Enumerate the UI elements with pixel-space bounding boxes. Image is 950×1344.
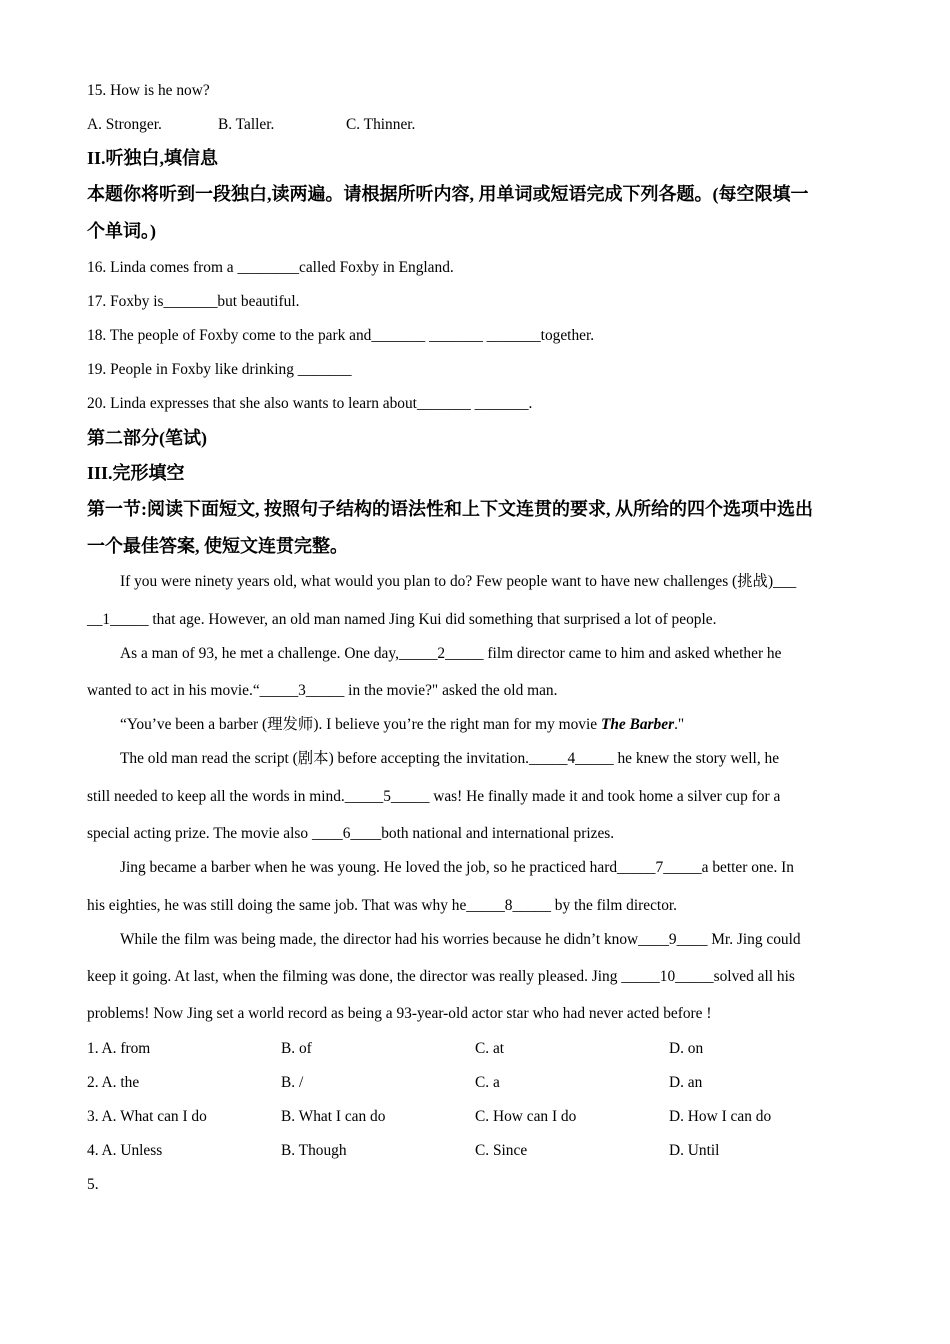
passage-p1-line-2: __1_____ that age. However, an old man named Jing Kui did something that surprised a lot of people.	[87, 611, 717, 628]
fill-question-19: 19. People in Foxby like drinking _______	[87, 361, 352, 378]
movie-title: The Barber	[600, 716, 675, 733]
choice-1-b: B. of	[281, 1040, 312, 1057]
part-2-title: 第二部分(笔试)	[87, 428, 207, 448]
choice-1-c: C. at	[475, 1040, 505, 1057]
passage-p3-line-1	[120, 715, 684, 735]
passage-p5-line-1: Jing became a barber when he was young. He loved the job, so he practiced hard_____7_____a better one. In	[120, 859, 794, 876]
choice-3-b: B. What I can do	[281, 1108, 386, 1125]
choice-2-d: D. an	[669, 1074, 703, 1091]
passage-p2-line-2: wanted to act in his movie.“_____3_____ in the movie?" asked the old man.	[87, 682, 558, 699]
choice-4-a: 4. A. Unless	[87, 1142, 163, 1159]
question-15-stem: 15. How is he now?	[87, 82, 210, 99]
passage-p6-line-1: While the film was being made, the director had his worries because he didn’t know____9____ Mr. Jing could	[120, 931, 801, 948]
fill-question-18: 18. The people of Foxby come to the park and_______ _______ _______together.	[87, 327, 595, 344]
choice-3-a: 3. A. What can I do	[87, 1108, 207, 1125]
passage-p4-line-2: still needed to keep all the words in mind._____5_____ was! He finally made it and took home a silver cup for a	[87, 788, 781, 805]
choice-3-c: C. How can I do	[475, 1108, 577, 1125]
passage-p1-line-1: If you were ninety years old, what would you plan to do? Few people want to have new challenges (挑战)___	[120, 573, 797, 590]
choice-1-a: 1. A. from	[87, 1040, 151, 1057]
passage-p6-line-3: problems! Now Jing set a world record as being a 93-year-old actor star who had never acted before !	[87, 1005, 712, 1022]
choice-1-d: D. on	[669, 1040, 704, 1057]
choice-2-a: 2. A. the	[87, 1074, 140, 1091]
passage-p3-text-pre: “You’ve been a barber (理发师). I believe you’re the right man for my movie	[120, 716, 601, 733]
choice-4-c: C. Since	[475, 1142, 528, 1159]
section-3-instruction-line-2: 一个最佳答案, 使短文连贯完整。	[87, 536, 348, 556]
choice-4-d: D. Until	[669, 1142, 720, 1159]
section-3-instruction-line-1: 第一节:阅读下面短文, 按照句子结构的语法性和上下文连贯的要求, 从所给的四个选项中选出	[87, 499, 813, 519]
passage-p2-line-1: As a man of 93, he met a challenge. One day,_____2_____ film director came to him and asked whether he	[120, 645, 782, 662]
choice-2-b: B. /	[281, 1074, 304, 1091]
choice-4-b: B. Though	[281, 1142, 347, 1159]
section-2-instruction-line-1: 本题你将听到一段独白,读两遍。请根据所听内容, 用单词或短语完成下列各题。(每空限填一	[87, 184, 809, 204]
choice-3-d: D. How I can do	[669, 1108, 772, 1125]
question-5-label: 5.	[87, 1176, 99, 1193]
fill-question-16: 16. Linda comes from a ________called Foxby in England.	[87, 259, 454, 276]
passage-p6-line-2: keep it going. At last, when the filming was done, the director was really pleased. Jing _____10_____solved all his	[87, 968, 795, 985]
q15-option-b: B. Taller.	[218, 116, 275, 133]
fill-question-20: 20. Linda expresses that she also wants to learn about_______ _______.	[87, 395, 533, 412]
passage-p5-line-2: his eighties, he was still doing the same job. That was why he_____8_____ by the film director.	[87, 897, 678, 914]
q15-option-a: A. Stronger.	[87, 116, 162, 133]
section-3-title: III.完形填空	[87, 463, 185, 483]
q15-option-c: C. Thinner.	[346, 116, 416, 133]
fill-question-17: 17. Foxby is_______but beautiful.	[87, 293, 300, 310]
section-2-instruction-line-2: 个单词。)	[87, 221, 156, 241]
section-2-title: II.听独白,填信息	[87, 148, 219, 168]
passage-p4-line-3: special acting prize. The movie also ____6____both national and international prizes.	[87, 825, 615, 842]
choice-2-c: C. a	[475, 1074, 500, 1091]
passage-p4-line-1: The old man read the script (剧本) before accepting the invitation._____4_____ he knew the story well, he	[120, 750, 780, 767]
passage-p3-text-post: ."	[674, 716, 685, 733]
